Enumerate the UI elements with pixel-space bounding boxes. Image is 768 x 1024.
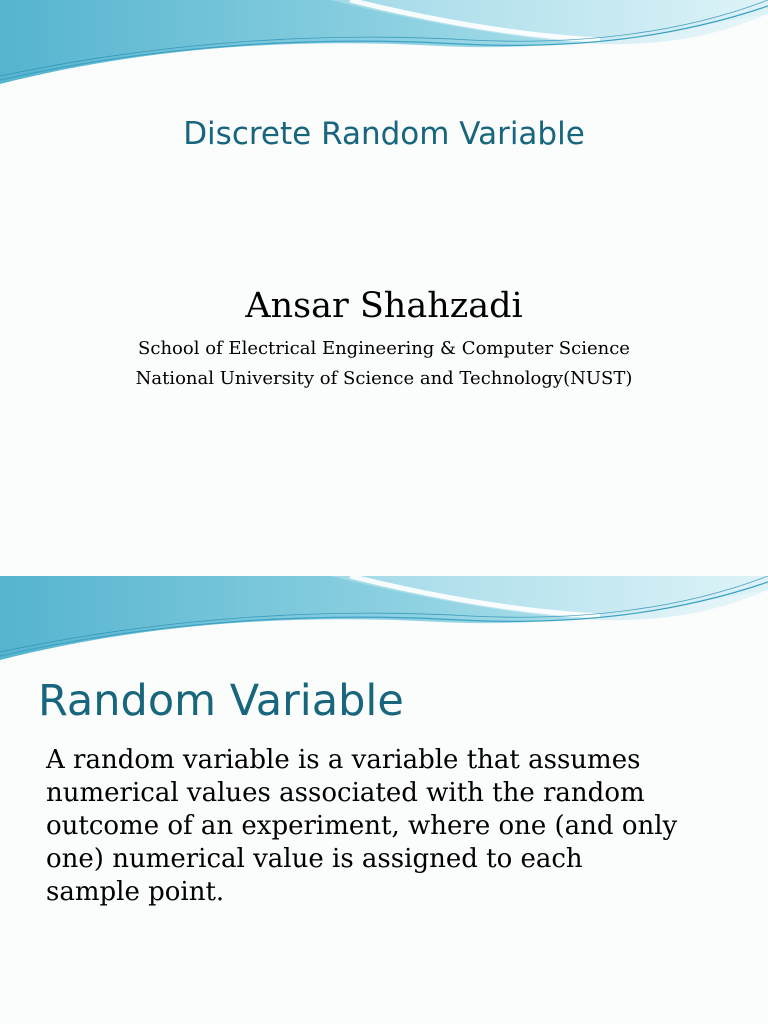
definition-line: numerical values associated with the random bbox=[46, 778, 645, 808]
definition-line: sample point. bbox=[46, 877, 225, 907]
affiliation-school: School of Electrical Engineering & Computer Science bbox=[138, 338, 630, 359]
author-name: Ansar Shahzadi bbox=[245, 286, 523, 326]
slide-title: Random Variable bbox=[38, 676, 404, 726]
definition-line: one) numerical value is assigned to each bbox=[46, 844, 583, 874]
header-swoosh-decoration bbox=[0, 0, 768, 95]
content-slide bbox=[0, 576, 768, 1024]
definition-paragraph bbox=[46, 744, 746, 909]
slide-title: Discrete Random Variable bbox=[183, 116, 585, 152]
affiliation-university: National University of Science and Technology(NUST) bbox=[135, 368, 633, 389]
definition-line: A random variable is a variable that assumes bbox=[46, 745, 641, 775]
definition-line: outcome of an experiment, where one (and only bbox=[46, 811, 678, 841]
header-swoosh-decoration bbox=[0, 576, 768, 671]
